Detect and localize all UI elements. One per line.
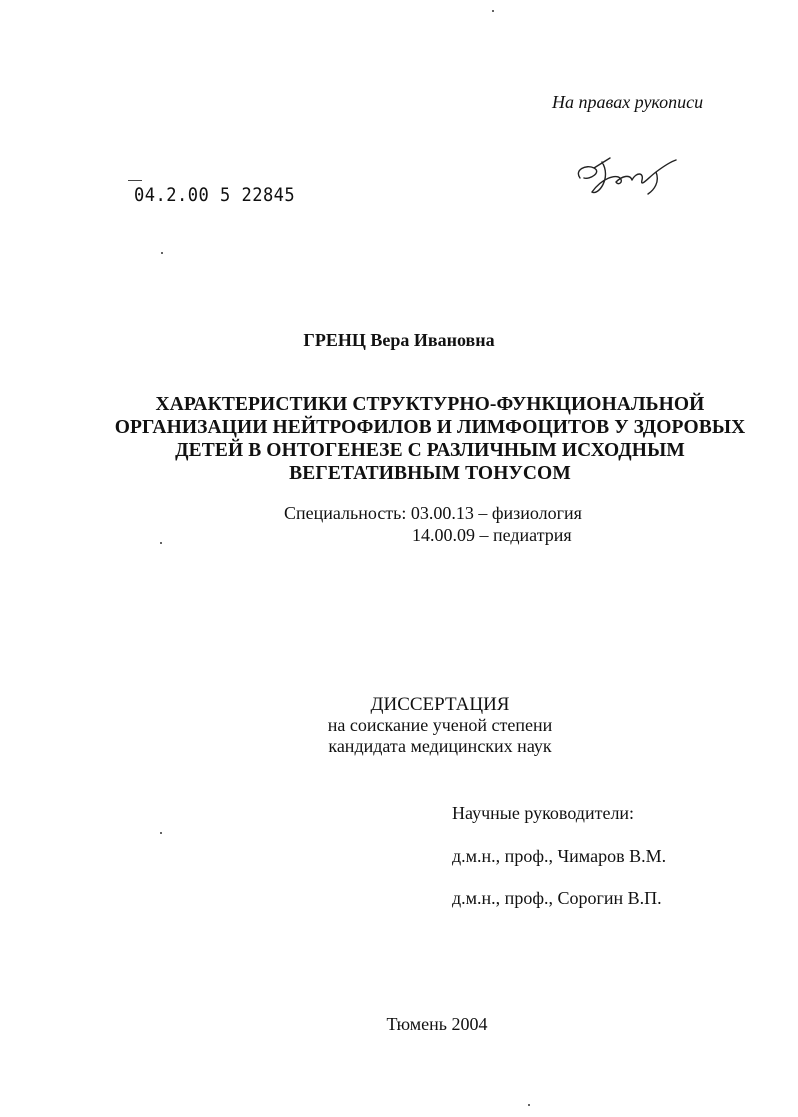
scan-speck (161, 252, 163, 254)
supervisors-heading: Научные руководители: (452, 803, 635, 823)
title-line: ДЕТЕЙ В ОНТОГЕНЕЗЕ С РАЗЛИЧНЫМ ИСХОДНЫМ (175, 440, 685, 461)
scan-speck (160, 832, 162, 834)
title-line: ХАРАКТЕРИСТИКИ СТРУКТУРНО-ФУНКЦИОНАЛЬНОЙ (155, 394, 705, 415)
archive-stamp: 04.2.00 5 22845 (134, 184, 296, 206)
specialty-secondary: 14.00.09 – педиатрия (412, 525, 572, 545)
dissertation-purpose: на соискание ученой степени (327, 715, 553, 735)
supervisor-second: д.м.н., проф., Сорогин В.П. (452, 888, 662, 908)
scan-speck (160, 542, 162, 544)
city-year: Тюмень 2004 (386, 1014, 488, 1034)
specialty-primary: Специальность: 03.00.13 – физиология (284, 503, 582, 523)
stamp-mark (128, 180, 142, 181)
scan-speck (528, 1104, 530, 1106)
dissertation-title (110, 393, 750, 485)
title-line: ОРГАНИЗАЦИИ НЕЙТРОФИЛОВ И ЛИМФОЦИТОВ У ЗДОРОВЫХ (114, 417, 746, 438)
dissertation-degree: кандидата медицинских наук (328, 736, 552, 756)
supervisor-first: д.м.н., проф., Чимаров В.М. (452, 846, 667, 866)
title-line: ВЕГЕТАТИВНЫМ ТОНУСОМ (289, 463, 571, 484)
scan-speck (492, 10, 494, 12)
dissertation-block (0, 694, 798, 757)
dissertation-type: ДИССЕРТАЦИЯ (370, 694, 510, 715)
rights-notice: На правах рукописи (552, 92, 704, 112)
handwritten-signature (572, 148, 682, 200)
author-name: ГРЕНЦ Вера Ивановна (303, 330, 495, 350)
